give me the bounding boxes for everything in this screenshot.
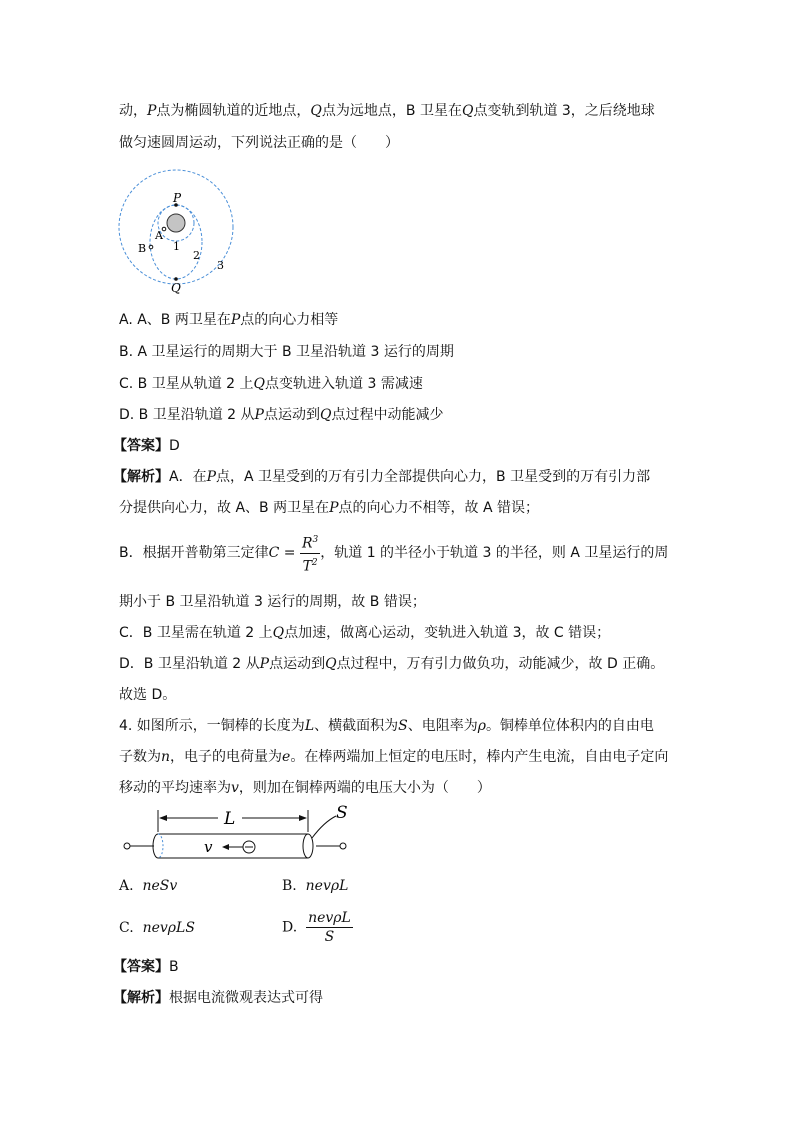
fraction-numerator: nevρL [308, 910, 351, 926]
answer-value: B [169, 959, 179, 975]
text: ，电子的电荷量为 [170, 749, 283, 765]
answer-tag: 【答案】 [113, 959, 169, 975]
var-r: R [301, 535, 313, 552]
text: A. A、B 两卫星在 [119, 312, 231, 328]
text: 点的向心力相等 [240, 312, 339, 328]
var-v: v [231, 780, 239, 796]
option-d-fraction [306, 909, 353, 946]
velocity-arrowhead [222, 844, 229, 850]
var-p: P [230, 312, 241, 328]
text: D. B 卫星沿轨道 2 从 [119, 407, 255, 423]
arrowhead-right [299, 815, 307, 821]
q3-option-c [119, 374, 423, 394]
option-label: C. [119, 920, 134, 936]
text: 分提供向心力，故 A、B 两卫星在 [119, 500, 330, 516]
fraction-denominator: S [324, 929, 335, 945]
earth [167, 214, 185, 232]
text: 点运动到 [269, 656, 326, 672]
q3-analysis-line2 [119, 498, 539, 518]
q3-analysis-c [119, 623, 610, 643]
q4-analysis [113, 988, 323, 1008]
q3-choose [119, 685, 176, 705]
q4-answer [113, 957, 179, 977]
answer-tag: 【答案】 [113, 438, 169, 454]
text: 子数为 [119, 749, 161, 765]
q4-stem-line1 [119, 716, 654, 736]
label-s: S [336, 803, 348, 823]
arrowhead-left [159, 815, 167, 821]
label-orbit-1: 1 [173, 240, 180, 253]
var-c: C [268, 545, 280, 562]
text: 动， [119, 103, 147, 119]
fraction-denominator [300, 554, 320, 576]
q3-answer [113, 436, 180, 456]
cross-section-leader [312, 816, 336, 838]
q3-option-b [119, 342, 454, 362]
var-n: n [161, 749, 171, 765]
option-label: A. [119, 878, 134, 894]
orbit-diagram [118, 168, 242, 294]
label-q: Q [171, 281, 181, 294]
label-p: P [173, 191, 182, 205]
text: 4. 如图所示，一铜棒的长度为 [119, 718, 305, 734]
text: 根据电流微观表达式可得 [169, 990, 323, 1006]
text: 点变轨进入轨道 3 需减速 [265, 376, 423, 392]
text: 点过程中，万有引力做负功，动能减少，故 D 正确。 [336, 656, 665, 672]
text: 做匀速圆周运动，下列说法正确的是（ ） [119, 135, 399, 151]
text: ，轨道 1 的半径小于轨道 3 的半径，则 A 卫星运行的周 [320, 545, 669, 562]
text: C. B 卫星从轨道 2 上 [119, 376, 254, 392]
var-q: Q [325, 656, 337, 672]
label-orbit-3: 3 [217, 259, 224, 272]
label-b: B [138, 242, 147, 255]
satellite-b [149, 245, 153, 249]
var-p: P [147, 103, 157, 119]
text: 。在棒两端加上恒定的电压时，棒内产生电流，自由电子定向 [290, 749, 669, 765]
label-v: v [204, 838, 213, 856]
var-t: T [302, 558, 312, 575]
label-a: A [155, 229, 163, 242]
text: 点为椭圆轨道的近地点， [156, 103, 311, 119]
exp: 3 [312, 535, 319, 545]
text: 移动的平均速率为 [119, 780, 231, 796]
q4-option-d [282, 909, 353, 946]
text: 点运动到 [263, 407, 320, 423]
q4-option-b [282, 876, 348, 896]
text: 点为远地点，B 卫星在 [321, 103, 462, 119]
equals: = [279, 545, 300, 562]
text: 点加速，做离心运动，变轨进入轨道 3，故 C 错误； [284, 625, 611, 641]
left-terminal [124, 843, 130, 849]
text: ，则加在铜棒两端的电压大小为（ ） [238, 780, 491, 796]
var-p: P [206, 469, 216, 485]
rod-right-end [303, 834, 313, 858]
q4-option-a [119, 876, 177, 896]
var-s: S [398, 718, 408, 734]
rod-left-hidden [158, 834, 163, 858]
var-p: P [254, 407, 264, 423]
q3-analysis-b [119, 531, 668, 575]
var-q: Q [319, 407, 332, 423]
answer-value: D [169, 438, 180, 454]
option-value: nevρL [305, 878, 349, 894]
text: 点变轨到轨道 3，之后绕地球 [473, 103, 655, 119]
text: 点的向心力不相等，故 A 错误； [338, 500, 539, 516]
q4-stem-line2 [119, 747, 668, 767]
q3-analysis-line1 [113, 467, 650, 487]
text: C．B 卫星需在轨道 2 上 [119, 625, 273, 641]
var-l: L [304, 718, 315, 734]
var-rho: ρ [477, 718, 486, 734]
text: B．根据开普勒第三定律 [119, 545, 269, 562]
copper-rod-diagram [118, 802, 358, 862]
var-q: Q [310, 103, 322, 119]
q3-analysis-b2 [119, 592, 426, 612]
var-q: Q [272, 625, 285, 641]
text: A．在 [169, 469, 207, 485]
text: 、电阻率为 [407, 718, 478, 734]
option-label: D. [282, 919, 298, 936]
text: 点，A 卫星受到的万有引力全部提供向心力，B 卫星受到的万有引力部 [216, 469, 651, 485]
option-label: B. [282, 878, 297, 894]
text: 期小于 B 卫星沿轨道 3 运行的周期，故 B 错误； [119, 594, 426, 610]
option-value: nevρLS [142, 920, 195, 936]
analysis-tag: 【解析】 [113, 469, 169, 485]
var-q: Q [461, 103, 474, 119]
q3-stem-line1 [119, 101, 655, 121]
q3-option-d [119, 405, 443, 425]
q3-stem-line2 [119, 133, 399, 153]
right-terminal [340, 843, 346, 849]
q3-analysis-d [119, 654, 664, 674]
var-p: P [329, 500, 339, 516]
var-e: e [282, 749, 291, 765]
kepler-fraction [300, 531, 320, 575]
fraction-numerator [300, 531, 320, 554]
text: 、横截面积为 [314, 718, 399, 734]
var-q: Q [253, 376, 266, 392]
text: 。铜棒单位体积内的自由电 [485, 718, 654, 734]
option-value: neSv [142, 878, 178, 894]
label-orbit-2: 2 [193, 249, 200, 262]
text: 故选 D。 [119, 687, 177, 703]
text: B. A 卫星运行的周期大于 B 卫星沿轨道 3 运行的周期 [119, 344, 454, 360]
var-p: P [259, 656, 270, 672]
label-l: L [224, 809, 236, 829]
text: D．B 卫星沿轨道 2 从 [119, 656, 260, 672]
q4-stem-line3 [119, 778, 491, 798]
exp: 2 [311, 557, 318, 568]
q4-option-c [119, 918, 195, 938]
text: 点过程中动能减少 [331, 407, 444, 423]
q3-option-a [119, 310, 338, 330]
analysis-tag: 【解析】 [113, 990, 169, 1006]
